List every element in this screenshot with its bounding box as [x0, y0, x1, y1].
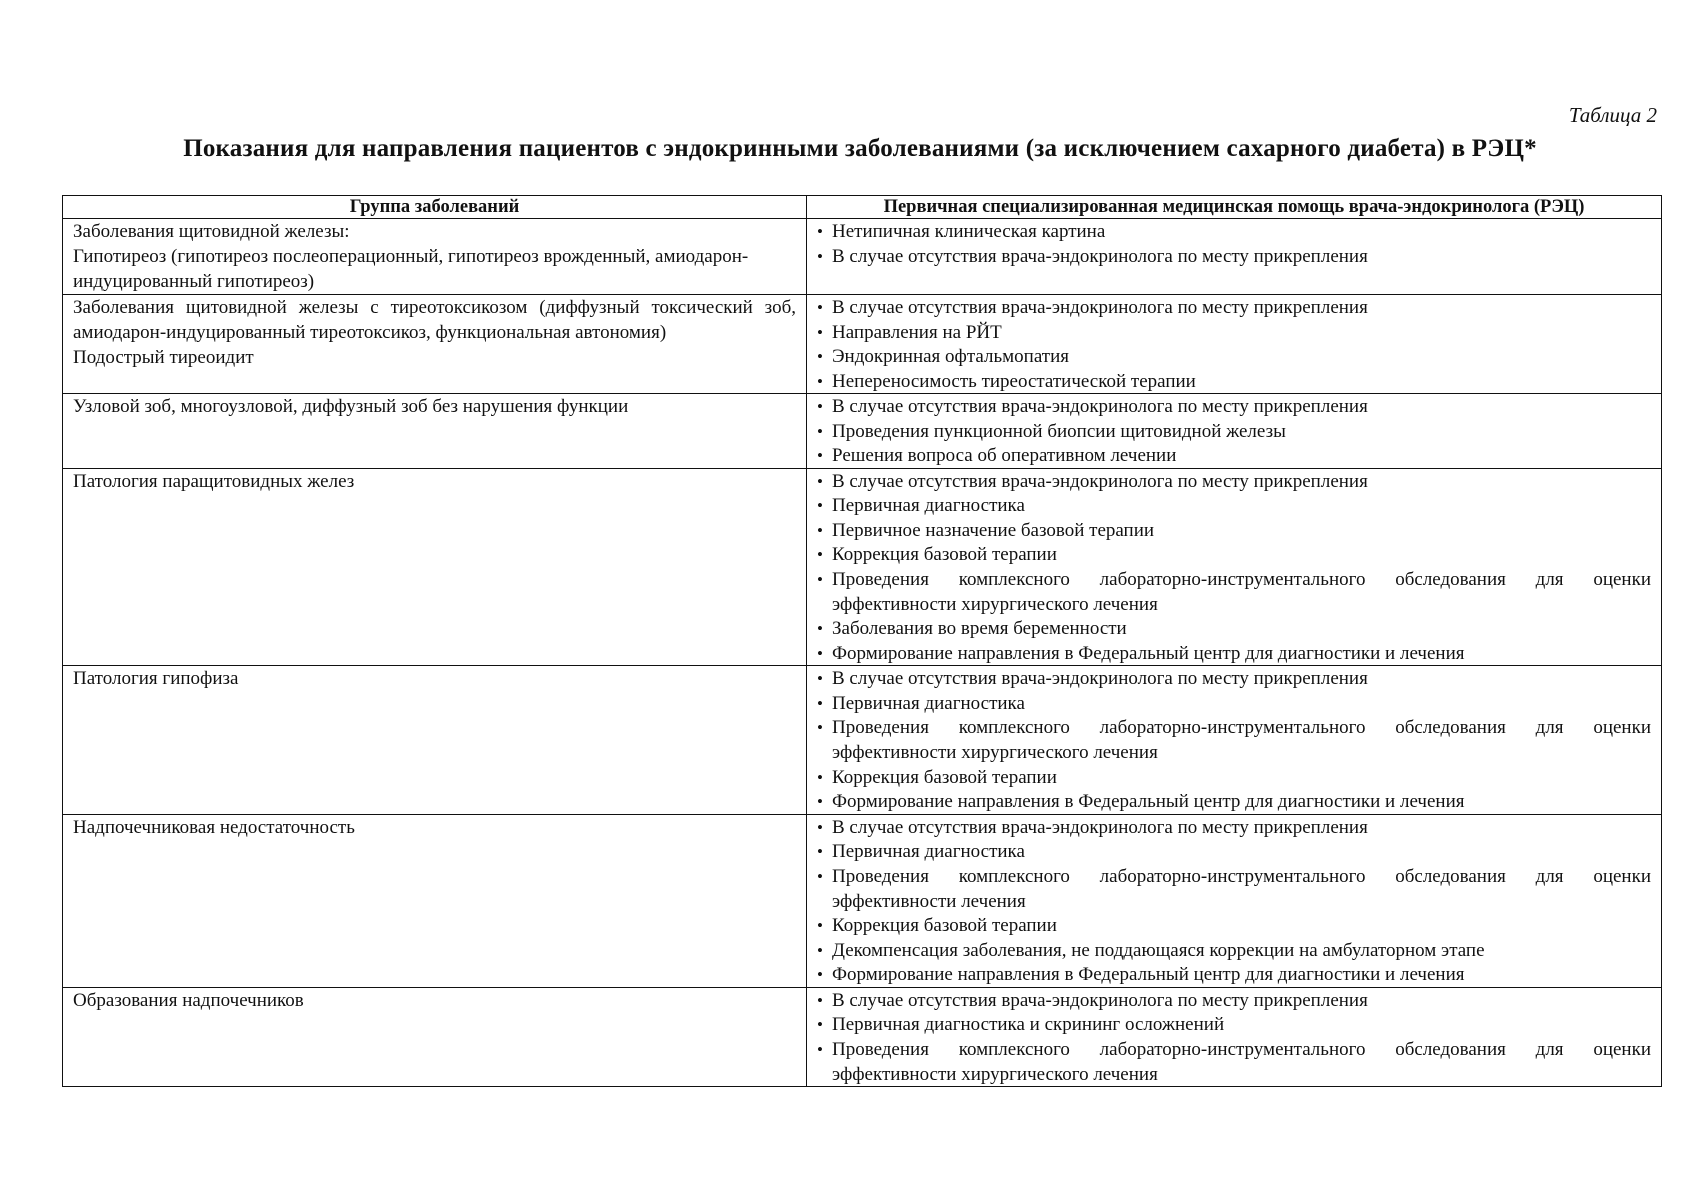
disease-group-cell [63, 666, 807, 815]
indication-list-item: • Первичная диагностика [817, 839, 1651, 864]
indication-list-item: • Эндокринная офтальмопатия [817, 344, 1651, 369]
header-row [63, 196, 1662, 219]
indication-list-item: • Первичная диагностика [817, 691, 1651, 716]
disease-group-cell [63, 468, 807, 666]
indication-list [817, 295, 1651, 394]
disease-group-cell [63, 394, 807, 469]
indication-list-item: • Декомпенсация заболевания, не поддающаяся коррекции на амбулаторном этапе [817, 938, 1651, 963]
table-number-label: Таблица 2 [1568, 103, 1657, 127]
indication-list-item: • Заболевания во время беременности [817, 616, 1651, 641]
indication-list-item: • Направления на РЙТ [817, 320, 1651, 345]
disease-group-cell [63, 814, 807, 987]
disease-group-cell [63, 219, 807, 295]
indication-list-item: • Первичная диагностика [817, 493, 1651, 518]
indication-list-item: • В случае отсутствия врача-эндокринолога по месту прикрепления [817, 666, 1651, 691]
table-body [63, 219, 1662, 1087]
indication-list-item: • Нетипичная клиническая картина [817, 219, 1651, 244]
table-row [63, 987, 1662, 1087]
table-header [63, 196, 1662, 219]
indication-list [817, 666, 1651, 814]
indication-list-item: • Коррекция базовой терапии [817, 913, 1651, 938]
page-title: Показания для направления пациентов с эндокринными заболеваниями (за исключением сахарного диабета) в РЭЦ* [183, 135, 1537, 162]
indication-list-item: • Проведения комплексного лабораторно-инструментального обследования для оценки эффективности хирургического лечения [817, 567, 1651, 617]
indication-list-item: • Проведения комплексного лабораторно-инструментального обследования для оценки эффективности хирургического лечения [817, 715, 1651, 765]
indication-list-item: • В случае отсутствия врача-эндокринолога по месту прикрепления [817, 469, 1651, 494]
indication-list [817, 219, 1651, 269]
indications-cell [807, 468, 1662, 666]
indication-list-item: • Формирование направления в Федеральный центр для диагностики и лечения [817, 641, 1651, 666]
table-row [63, 295, 1662, 394]
table-row [63, 468, 1662, 666]
disease-group-text: Гипотиреоз (гипотиреоз послеоперационный, гипотиреоз врожденный, амиодарон- индуцированный гипотиреоз) [73, 246, 749, 292]
disease-group-text: Образования надпочечников [73, 989, 304, 1011]
disease-group-text: Подострый тиреоидит [73, 347, 254, 368]
indications-cell [807, 219, 1662, 295]
column-header-specialized-care: Первичная специализированная медицинская помощь врача-эндокринолога (РЭЦ) [807, 196, 1662, 219]
disease-group-cell [63, 987, 807, 1087]
indication-list-item: • В случае отсутствия врача-эндокринолога по месту прикрепления [817, 295, 1651, 320]
indication-list-item: • Формирование направления в Федеральный центр для диагностики и лечения [817, 789, 1651, 814]
indication-list-item: • В случае отсутствия врача-эндокринолога по месту прикрепления [817, 988, 1651, 1013]
indication-list-item: • Формирование направления в Федеральный центр для диагностики и лечения [817, 962, 1651, 987]
indication-list-item: • Непереносимость тиреостатической терапии [817, 369, 1651, 394]
table-row [63, 814, 1662, 987]
indication-list-item: • Первичная диагностика и скрининг осложнений [817, 1012, 1651, 1037]
indication-list-item: • В случае отсутствия врача-эндокринолога по месту прикрепления [817, 394, 1651, 419]
indications-table [62, 195, 1662, 1087]
column-header-disease-group: Группа заболеваний [63, 196, 807, 219]
indication-list-item: • Решения вопроса об оперативном лечении [817, 443, 1651, 468]
indication-list [817, 815, 1651, 988]
disease-group-cell [63, 295, 807, 394]
table-row [63, 219, 1662, 295]
indication-list-item: • Проведения комплексного лабораторно-инструментального обследования для оценки эффективности лечения [817, 864, 1651, 914]
disease-group-text: Узловой зоб, многоузловой, диффузный зоб без нарушения функции [73, 396, 629, 417]
disease-group-text: Заболевания щитовидной железы: [73, 221, 350, 242]
indications-cell [807, 295, 1662, 394]
disease-group-text: Заболевания щитовидной железы с тиреотоксикозом (диффузный токсический зоб, амиодарон-индуцированный тиреотоксикоз, функциональная автономия) [73, 297, 796, 343]
indication-list [817, 394, 1651, 468]
table-row [63, 394, 1662, 469]
table-row [63, 666, 1662, 815]
disease-group-text: Надпочечниковая недостаточность [73, 816, 355, 838]
indication-list-item: • В случае отсутствия врача-эндокринолога по месту прикрепления [817, 815, 1651, 840]
indication-list-item: • Первичное назначение базовой терапии [817, 518, 1651, 543]
indication-list [817, 988, 1651, 1087]
indications-cell [807, 394, 1662, 469]
indication-list-item: • Проведения пункционной биопсии щитовидной железы [817, 419, 1651, 444]
disease-group-text: Патология паращитовидных желез [73, 470, 355, 492]
indication-list-item: • Проведения комплексного лабораторно-инструментального обследования для оценки эффективности хирургического лечения [817, 1037, 1651, 1087]
indications-cell [807, 987, 1662, 1087]
indication-list-item: • Коррекция базовой терапии [817, 542, 1651, 567]
indication-list [817, 469, 1651, 666]
disease-group-text: Патология гипофиза [73, 668, 239, 689]
indication-list-item: • В случае отсутствия врача-эндокринолога по месту прикрепления [817, 244, 1651, 269]
indications-cell [807, 666, 1662, 815]
indication-list-item: • Коррекция базовой терапии [817, 765, 1651, 790]
indications-cell [807, 814, 1662, 987]
